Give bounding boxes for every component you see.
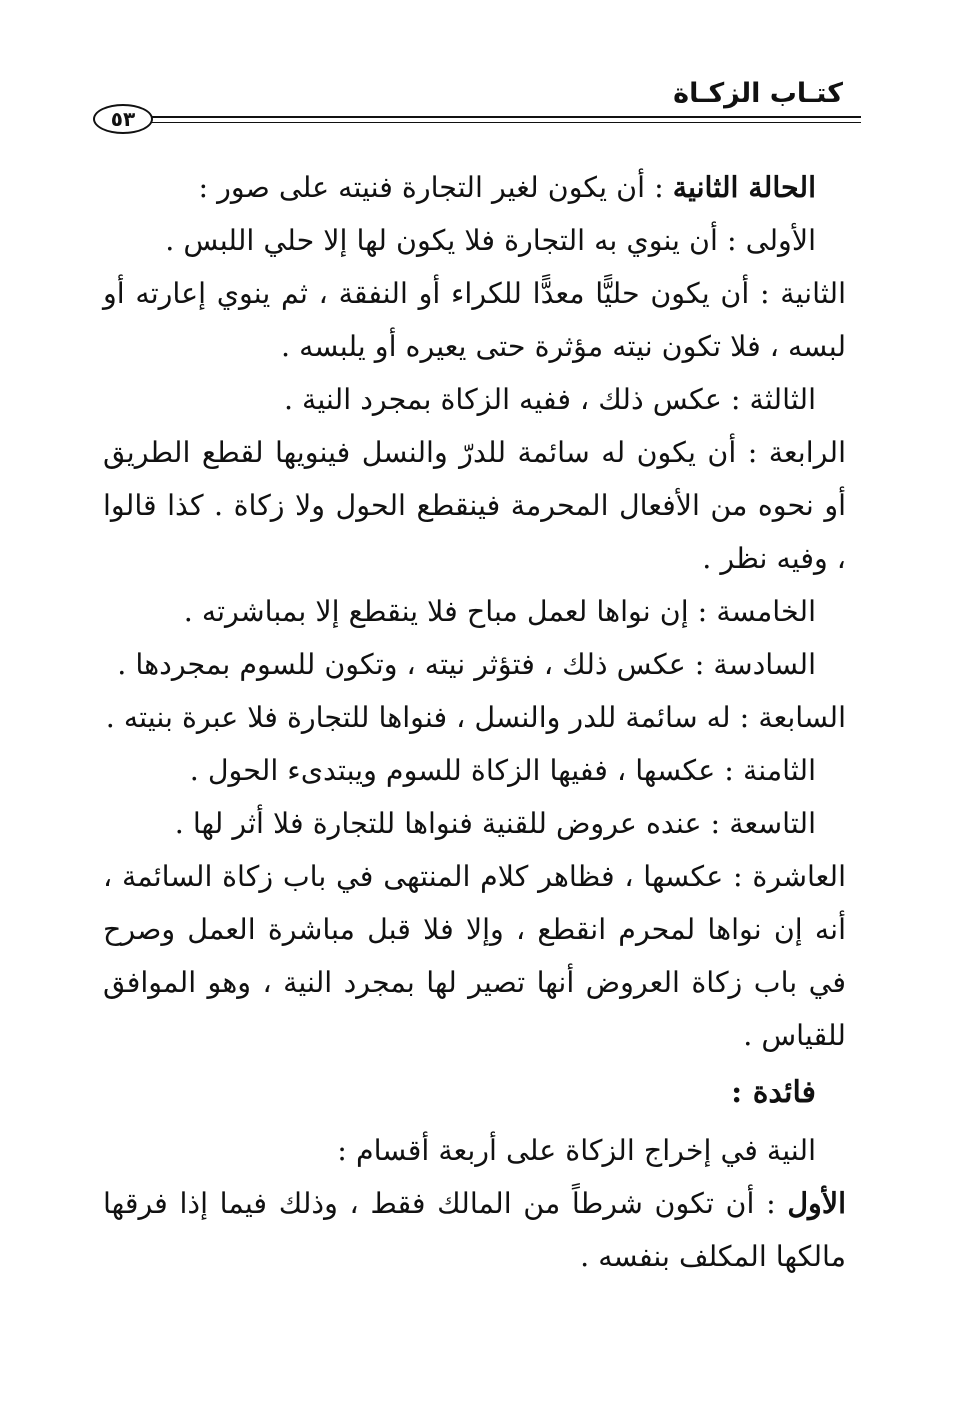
paragraph-text: العاشرة : عكسها ، فظاهر كلام المنتهى في باب زكاة السائمة ، أنه إن نواها لمحرم انقطع ، وإلا فلا قبل مباشرة العمل وصرح في باب زكاة العروض أنها تصير لها بمجرد النية ، وهو الموافق للقياس . <box>103 860 846 1052</box>
header-rule-thin <box>150 122 861 123</box>
running-header-title: كتـاب الزكـاة <box>673 78 843 109</box>
paragraph-text: الخامسة : إن نواها لعمل مباح فلا ينقطع إلا بمباشرته . <box>183 595 816 628</box>
paragraph <box>103 797 816 850</box>
paragraph <box>103 1177 846 1283</box>
paragraph <box>103 267 846 373</box>
paragraph <box>103 691 846 744</box>
paragraph-label: الأول <box>787 1186 846 1220</box>
paragraph <box>103 744 816 797</box>
paragraph-text: التاسعة : عنده عروض للقنية فنواها للتجارة فلا أثر لها . <box>174 807 816 840</box>
paragraph-text: : أن يكون لغير التجارة فنيته على صور : <box>198 171 673 204</box>
paragraph-text: السابعة : له سائمة للدر والنسل ، فنواها للتجارة فلا عبرة بنيته . <box>105 701 846 734</box>
paragraph <box>103 373 816 426</box>
paragraph-text: : أن تكون شرطاً من المالك فقط ، وذلك فيما إذا فرقها مالكها المكلف بنفسه . <box>103 1187 846 1273</box>
paragraph-text: الأولى : أن ينوي به التجارة فلا يكون لها إلا حلي اللبس . <box>165 224 816 257</box>
paragraph <box>103 161 816 214</box>
paragraph-text: الثامنة : عكسها ، ففيها الزكاة للسوم ويبتدىء الحول . <box>189 754 816 787</box>
paragraph <box>103 850 846 1062</box>
page-number: ٥٣ <box>93 104 153 134</box>
header-rule <box>150 116 861 118</box>
paragraph <box>103 585 816 638</box>
paragraph-text: الثانية : أن يكون حليًّا معدًّا للكراء أو النفقة ، ثم ينوي إعارته أو لبسه ، فلا تكون نيته مؤثرة حتى يعيره أو يلبسه . <box>103 277 846 363</box>
section-intro: النية في إخراج الزكاة على أربعة أقسام : <box>337 1134 816 1167</box>
paragraph <box>103 638 816 691</box>
paragraph-text: الثالثة : عكس ذلك ، ففيه الزكاة بمجرد النية . <box>283 383 816 416</box>
body-text <box>103 161 846 1283</box>
paragraph-label: الحالة الثانية <box>672 170 816 204</box>
paragraph <box>103 426 846 585</box>
paragraph <box>103 214 816 267</box>
paragraph-text: السادسة : عكس ذلك ، فتؤثر نيته ، وتكون للسوم بمجردها . <box>117 648 816 681</box>
paragraph-text: الرابعة : أن يكون له سائمة للدرّ والنسل فينويها لقطع الطريق أو نحوه من الأفعال المحرمة فينقطع الحول ولا زكاة . كذا قالوا ، وفيه نظر . <box>103 436 846 575</box>
section-heading: فائدة : <box>731 1075 816 1110</box>
